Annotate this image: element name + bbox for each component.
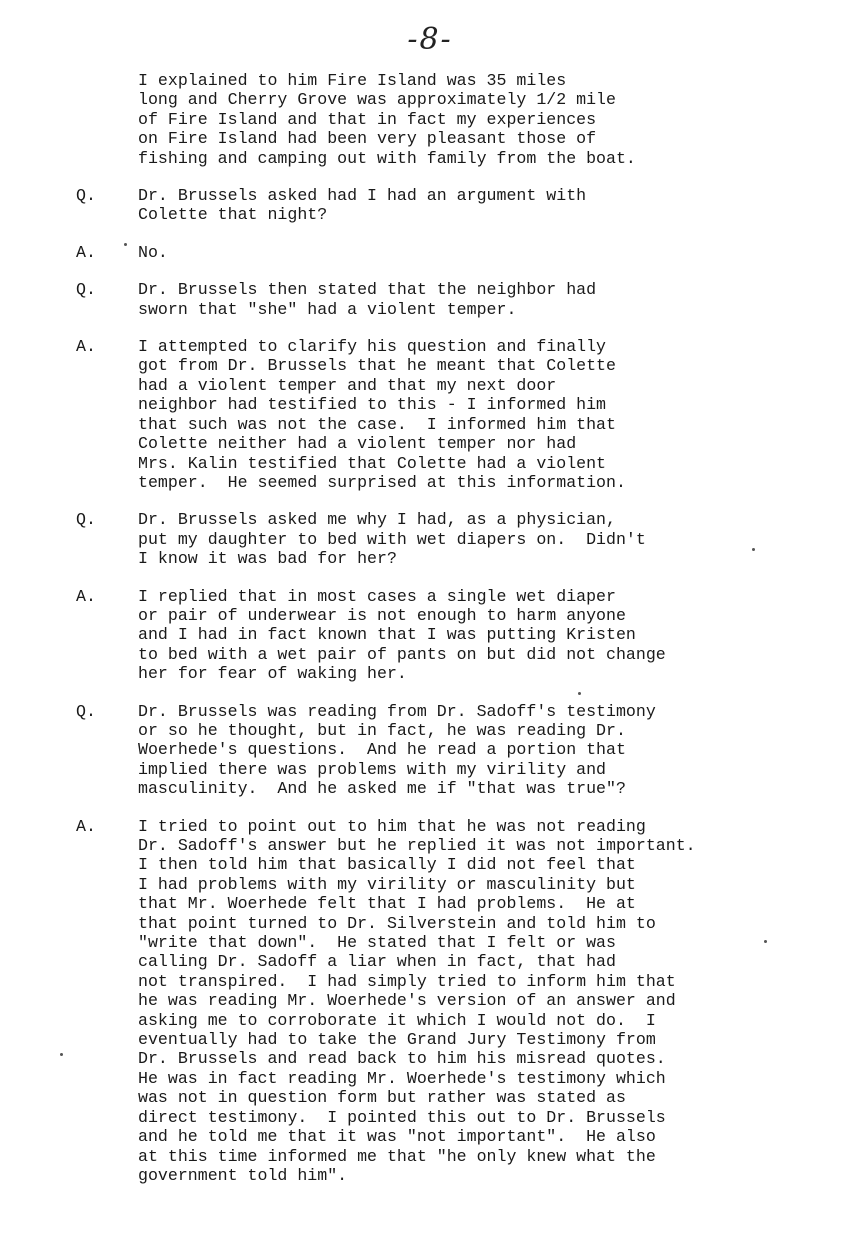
scan-speck: [578, 692, 581, 695]
qa-text: Dr. Brussels asked had I had an argument with Colette that night?: [138, 186, 587, 225]
qa-item: [76, 702, 776, 799]
qa-label: A.: [76, 816, 96, 836]
qa-label: Q.: [76, 280, 96, 300]
qa-item: [76, 280, 776, 319]
qa-label: A.: [76, 586, 96, 606]
scan-speck: [124, 243, 127, 246]
qa-text: Dr. Brussels then stated that the neighbor had sworn that "she" had a violent temper.: [138, 280, 597, 319]
scan-speck: [752, 548, 755, 551]
qa-text: Dr. Brussels was reading from Dr. Sadoff's testimony or so he thought, but in fact, he was reading Dr. Woerhede's questions. And he read a portion that implied there was problems with my virility and masculinity. And he asked me if "that was true"?: [138, 701, 656, 799]
qa-item: [76, 510, 776, 568]
qa-label: Q.: [76, 701, 96, 721]
scan-speck: [764, 940, 767, 943]
qa-item: [76, 587, 776, 684]
qa-text: I replied that in most cases a single wet diaper or pair of underwear is not enough to harm anyone and I had in fact known that I was putting Kristen to bed with a wet pair of pants on but did not change her for fear of waking her.: [138, 586, 666, 684]
page-number: -8-: [407, 22, 453, 57]
qa-item: [76, 243, 776, 262]
qa-text: I attempted to clarify his question and finally got from Dr. Brussels that he meant that Colette had a violent temper and that my next door neighbor had testified to this - I informed him that such was not the case. I informed him that Colette neither had a violent temper nor had Mrs. Kalin testified that Colette had a violent temper. He seemed surprised at this information.: [138, 337, 626, 492]
qa-item: [76, 817, 776, 1186]
qa-text: No.: [138, 242, 168, 262]
qa-label: Q.: [76, 510, 96, 530]
qa-label: A.: [76, 337, 96, 357]
qa-item: [76, 337, 776, 492]
lead-paragraph: I explained to him Fire Island was 35 miles long and Cherry Grove was approximately 1/2 mile of Fire Island and that in fact my experiences on Fire Island had been very pleasant those of fishing and camping out with family from the boat.: [138, 71, 636, 168]
qa-label: A.: [76, 242, 96, 262]
qa-item: [76, 186, 776, 225]
qa-label: Q.: [76, 186, 96, 206]
qa-text: I tried to point out to him that he was not reading Dr. Sadoff's answer but he replied it was not important. I then told him that basically I did not feel that I had problems with my virility or masculinity but that Mr. Woerhede felt that I had problems. He at that point turned to Dr. Silverstein and told him to "write that down". He stated that I felt or was calling Dr. Sadoff a liar when in fact, that had not transpired. I had simply tried to inform him that he was reading Mr. Woerhede's version of an answer and asking me to corroborate it which I would not do. I eventually had to take the Grand Jury Testimony from Dr. Brussels and read back to him his misread quotes. He was in fact reading Mr. Woerhede's testimony which was not in question form but rather was stated as direct testimony. I pointed this out to Dr. Brussels and he told me that it was "not important". He also at this time informed me that "he only knew what the government told him".: [138, 816, 696, 1185]
document-body: [76, 71, 776, 1185]
scan-speck: [60, 1053, 63, 1056]
qa-text: Dr. Brussels asked me why I had, as a physician, put my daughter to bed with wet diapers on. Didn't I know it was bad for her?: [138, 510, 646, 569]
